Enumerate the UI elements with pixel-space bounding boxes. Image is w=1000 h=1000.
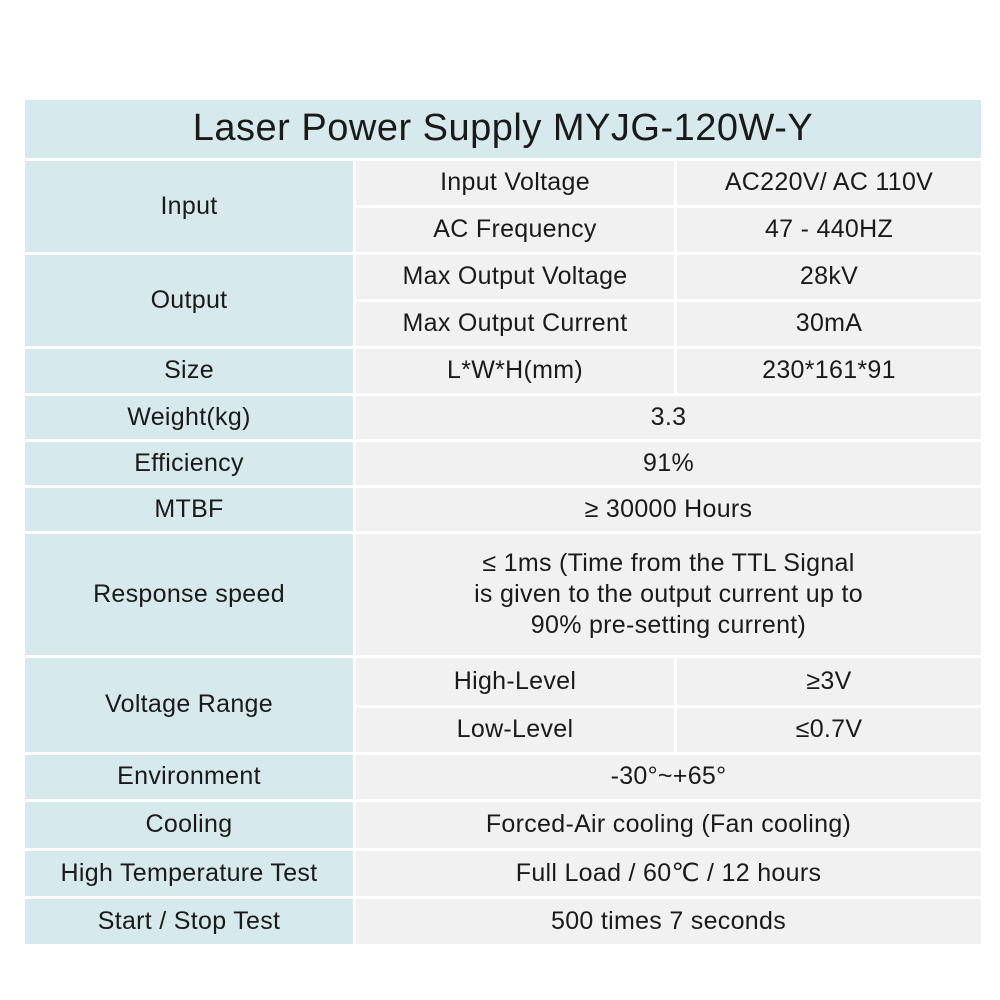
row-label-voltage-range: Voltage Range <box>25 658 353 752</box>
value-ac-frequency: 47 - 440HZ <box>677 208 981 252</box>
value-cooling: Forced-Air cooling (Fan cooling) <box>356 802 981 848</box>
row-label-input: Input <box>25 161 353 252</box>
value-efficiency: 91% <box>356 442 981 485</box>
value-input-voltage: AC220V/ AC 110V <box>677 161 981 205</box>
param-low-level: Low-Level <box>356 708 674 752</box>
value-low-level: ≤0.7V <box>677 708 981 752</box>
row-label-environment: Environment <box>25 755 353 799</box>
value-max-output-voltage: 28kV <box>677 255 981 299</box>
value-response-speed <box>356 534 981 655</box>
row-label-weight: Weight(kg) <box>25 396 353 439</box>
row-label-size: Size <box>25 349 353 393</box>
row-label-output: Output <box>25 255 353 346</box>
param-input-voltage: Input Voltage <box>356 161 674 205</box>
value-max-output-current: 30mA <box>677 302 981 346</box>
response-line-3: 90% pre-setting current) <box>530 611 807 640</box>
value-dimensions: 230*161*91 <box>677 349 981 393</box>
param-max-output-voltage: Max Output Voltage <box>356 255 674 299</box>
value-environment: -30°~+65° <box>356 755 981 799</box>
value-weight: 3.3 <box>356 396 981 439</box>
value-start-stop-test: 500 times 7 seconds <box>356 899 981 944</box>
response-line-2: is given to the output current up to <box>474 579 863 608</box>
row-label-cooling: Cooling <box>25 802 353 848</box>
param-high-level: High-Level <box>356 658 674 705</box>
value-high-temperature-test: Full Load / 60℃ / 12 hours <box>356 851 981 896</box>
response-line-1: ≤ 1ms (Time from the TTL Signal <box>482 548 855 577</box>
row-label-high-temperature-test: High Temperature Test <box>25 851 353 896</box>
param-max-output-current: Max Output Current <box>356 302 674 346</box>
value-mtbf: ≥ 30000 Hours <box>356 488 981 531</box>
spec-table <box>25 100 975 944</box>
param-dimensions: L*W*H(mm) <box>356 349 674 393</box>
param-ac-frequency: AC Frequency <box>356 208 674 252</box>
row-label-efficiency: Efficiency <box>25 442 353 485</box>
table-title: Laser Power Supply MYJG-120W-Y <box>25 100 981 158</box>
row-label-start-stop-test: Start / Stop Test <box>25 899 353 944</box>
value-high-level: ≥3V <box>677 658 981 705</box>
row-label-response-speed: Response speed <box>25 534 353 655</box>
row-label-mtbf: MTBF <box>25 488 353 531</box>
